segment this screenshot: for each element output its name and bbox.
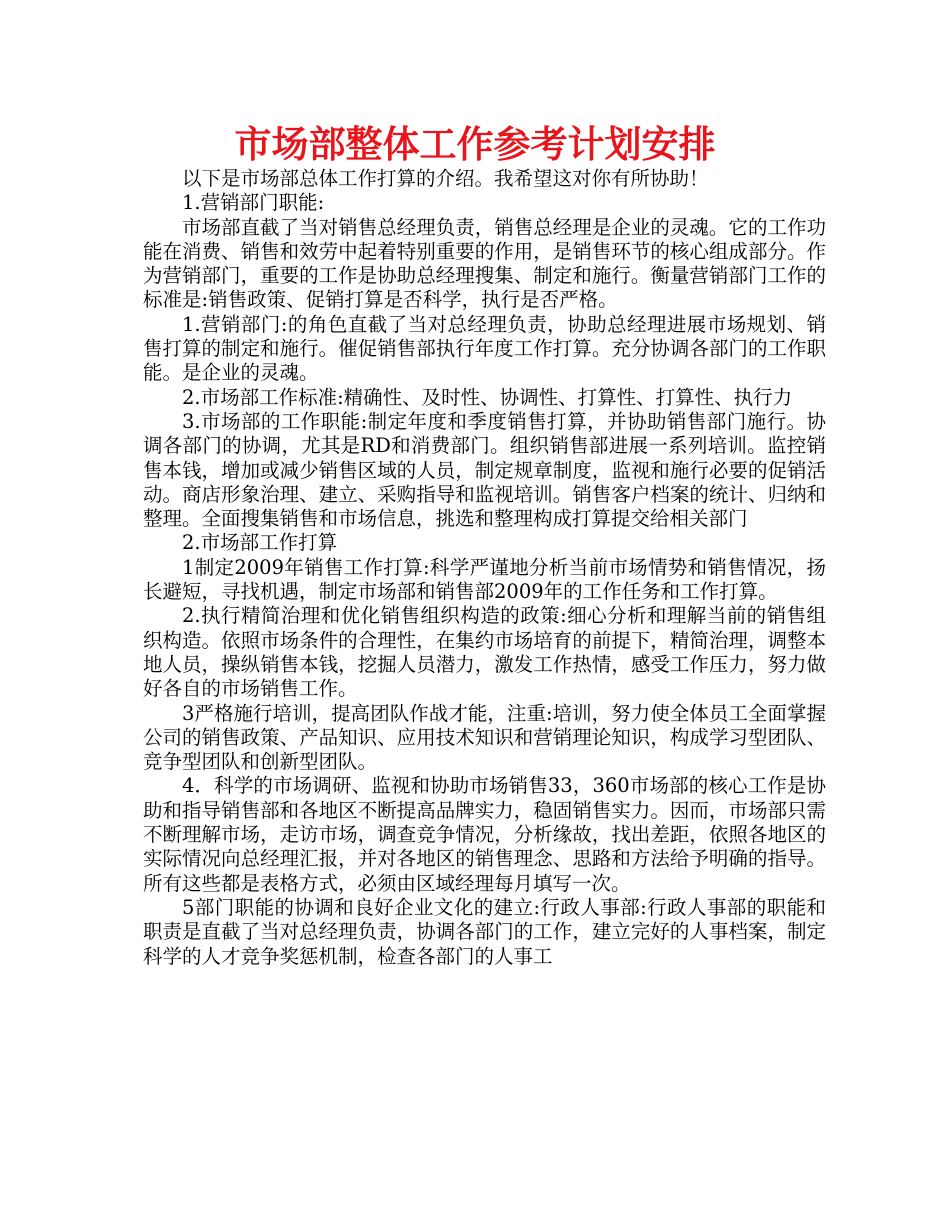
paragraph: 4．科学的市场调研、监视和协助市场销售33，360市场部的核心工作是协助和指导销售部和各地区不断提高品牌实力，稳固销售实力。因而，市场部只需不断理解市场，走访市场，调查竞争情况，分析缘故，找出差距，依照各地区的实际情况向总经理汇报，并对各地区的销售理念、思路和方法给予明确的指导。所有这些都是表格方式，必须由区域经理每月填写一次。	[143, 774, 826, 895]
paragraph-intro: 以下是市场部总体工作打算的介绍。我希望这对你有所协助！	[182, 167, 709, 190]
paragraph: 2.市场部工作标准:精确性、及时性、协调性、打算性、打算性、执行力	[182, 385, 793, 409]
paragraph: 3.市场部的工作职能:制定年度和季度销售打算，并协助销售部门施行。协调各部门的协调，尤其是RD和消费部门。组织销售部进展一系列培训。监控销售本钱，增加或减少销售区域的人员，制定规章制度，监视和施行必要的促销活动。商店形象治理、建立、采购指导和监视培训。销售客户档案的统计、归纳和整理。全面搜集销售和市场信息，挑选和整理构成打算提交给相关部门	[143, 409, 826, 531]
document-title: 市场部整体工作参考计划安排	[234, 123, 716, 166]
paragraph: 1.营销部门:的角色直截了当对总经理负责，协助总经理进展市场规划、销售打算的制定和施行。催促销售部执行年度工作打算。充分协调各部门的工作职能。是企业的灵魂。	[143, 312, 826, 385]
paragraph: 3严格施行培训，提高团队作战才能，注重:培训，努力使全体员工全面掌握公司的销售政策、产品知识、应用技术知识和营销理论知识，构成学习型团队、竞争型团队和创新型团队。	[143, 701, 826, 774]
paragraph-heading-work-plan: 2.市场部工作打算	[182, 531, 338, 555]
paragraph: 2.执行精简治理和优化销售组织构造的政策:细心分析和理解当前的销售组织构造。依照市场条件的合理性，在集约市场培育的前提下，精简治理，调整本地人员，操纵销售本钱，挖掘人员潜力，激发工作热情，感受工作压力，努力做好各自的市场销售工作。	[143, 604, 826, 701]
paragraph: 5部门职能的协调和良好企业文化的建立:行政人事部:行政人事部的职能和职责是直截了当对总经理负责，协调各部门的工作，建立完好的人事档案，制定科学的人才竞争奖惩机制，检查各部门的人事工	[143, 895, 826, 968]
paragraph-heading-marketing-function: 1.营销部门职能:	[182, 191, 325, 215]
paragraph: 市场部直截了当对销售总经理负责，销售总经理是企业的灵魂。它的工作功能在消费、销售和效劳中起着特别重要的作用，是销售环节的核心组成部分。作为营销部门，重要的工作是协助总经理搜集、制定和施行。衡量营销部门工作的标准是:销售政策、促销打算是否科学，执行是否严格。	[143, 215, 826, 312]
document-body	[143, 167, 826, 969]
paragraph: 1制定2009年销售工作打算:科学严谨地分析当前市场情势和销售情况，扬长避短，寻找机遇，制定市场部和销售部2009年的工作任务和工作打算。	[143, 555, 826, 604]
